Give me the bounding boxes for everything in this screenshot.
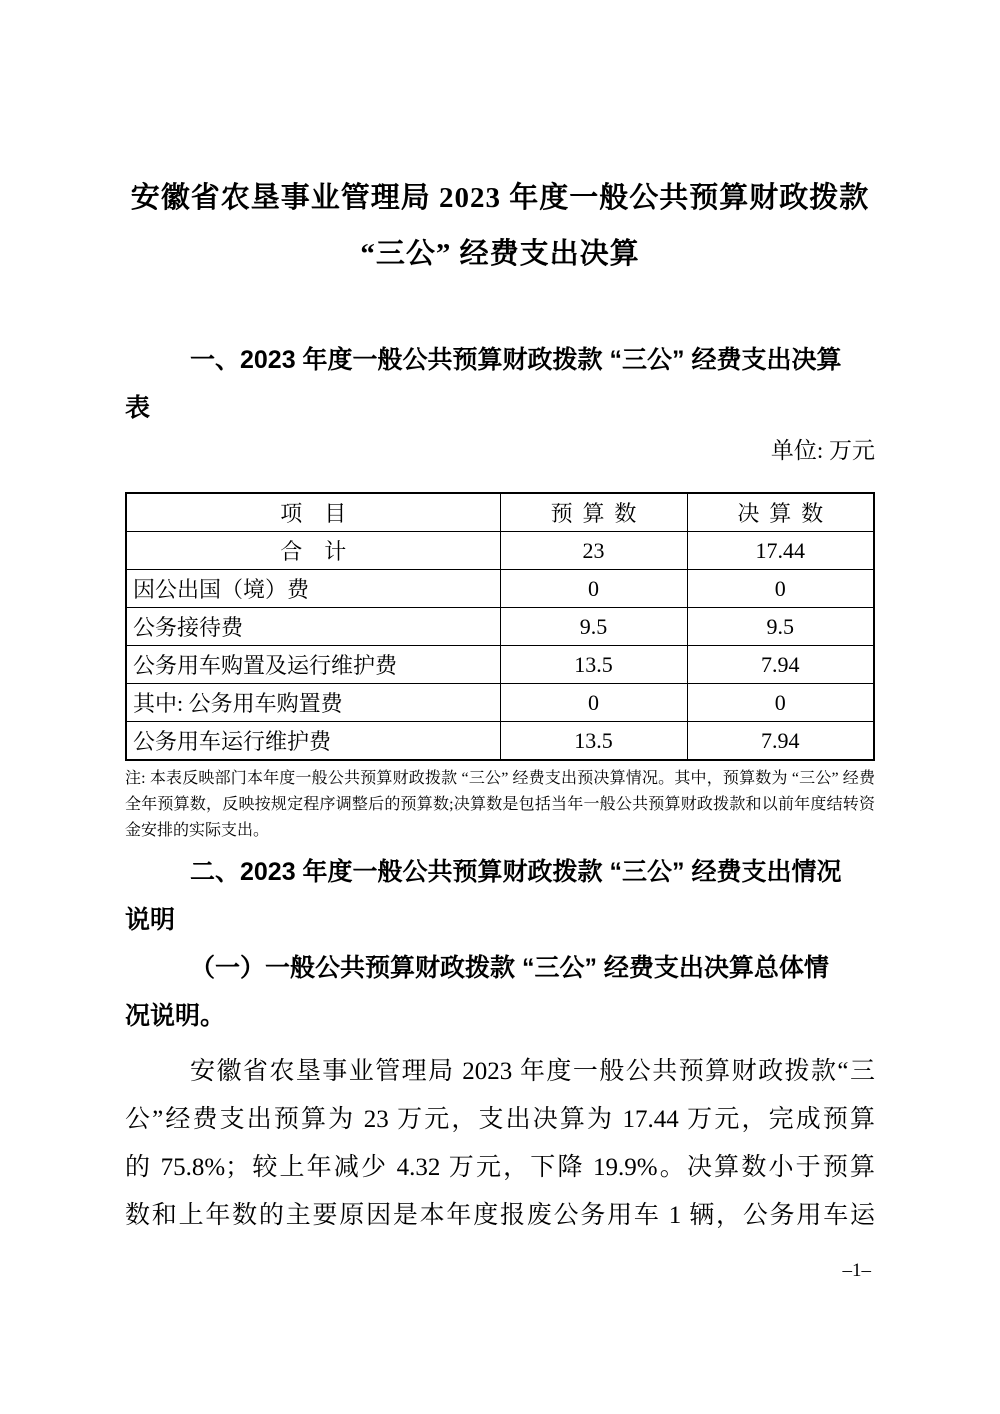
text-line: 二、2023 年度一般公共预算财政拨款 “三公” 经费支出情况 bbox=[190, 858, 842, 886]
budget-cell: 13.5 bbox=[500, 722, 687, 761]
table-row bbox=[126, 608, 874, 646]
page-number: –1– bbox=[842, 1260, 871, 1281]
final-cell: 7.94 bbox=[687, 722, 874, 761]
final-cell: 0 bbox=[687, 570, 874, 608]
text-line: 安徽省农垦事业管理局 2023 年度一般公共预算财政拨款 bbox=[130, 182, 870, 214]
final-cell: 17.44 bbox=[687, 532, 874, 570]
table-row bbox=[126, 570, 874, 608]
final-cell: 9.5 bbox=[687, 608, 874, 646]
text-line: 安徽省农垦事业管理局 2023 年度一般公共预算财政拨款“三 bbox=[190, 1058, 875, 1085]
table-row bbox=[126, 646, 874, 684]
text-line: 况说明。 bbox=[125, 1002, 226, 1030]
expense-table bbox=[125, 492, 875, 761]
table-row bbox=[126, 684, 874, 722]
text-line: 说明 bbox=[125, 906, 176, 934]
final-cell: 0 bbox=[687, 684, 874, 722]
item-cell: 公务接待费 bbox=[126, 608, 500, 646]
table-row bbox=[126, 722, 874, 761]
budget-cell: 0 bbox=[500, 684, 687, 722]
body-paragraph bbox=[125, 1048, 875, 1240]
item-cell: 合计 bbox=[126, 532, 500, 570]
document-title bbox=[125, 170, 875, 282]
text-line: “三公” 经费支出决算 bbox=[360, 238, 640, 270]
unit-label: 单位: 万元 bbox=[770, 438, 875, 463]
col-header-final: 决算数 bbox=[687, 493, 874, 532]
budget-cell: 13.5 bbox=[500, 646, 687, 684]
table-row bbox=[126, 532, 874, 570]
text-line: 表 bbox=[125, 394, 151, 422]
table-header-row bbox=[126, 493, 874, 532]
table-note: 注: 本表反映部门本年度一般公共预算财政拨款 “三公” 经费支出预决算情况。其中，预算数为 “三公” 经费全年预算数，反映按规定程序调整后的预算数;决算数是包括当年一般公共预算财政拨款和以前年度结转资金安排的实际支出。 bbox=[125, 770, 875, 839]
section-1-heading bbox=[125, 336, 875, 432]
page-content bbox=[0, 170, 1000, 1282]
final-cell: 7.94 bbox=[687, 646, 874, 684]
expense-table-body bbox=[126, 532, 874, 761]
budget-cell: 0 bbox=[500, 570, 687, 608]
col-header-budget: 预算数 bbox=[500, 493, 687, 532]
col-header-item: 项目 bbox=[126, 493, 500, 532]
text-line: 一、2023 年度一般公共预算财政拨款 “三公” 经费支出决算 bbox=[190, 346, 842, 374]
text-line: 公”经费支出预算为 23 万元，支出决算为 17.44 万元，完成预算 bbox=[125, 1106, 875, 1133]
item-cell: 其中: 公务用车购置费 bbox=[126, 684, 500, 722]
budget-cell: 23 bbox=[500, 532, 687, 570]
item-cell: 公务用车运行维护费 bbox=[126, 722, 500, 761]
item-cell: 因公出国（境）费 bbox=[126, 570, 500, 608]
budget-cell: 9.5 bbox=[500, 608, 687, 646]
item-cell: 公务用车购置及运行维护费 bbox=[126, 646, 500, 684]
text-line: 数和上年数的主要原因是本年度报废公务用车 1 辆，公务用车运 bbox=[125, 1202, 875, 1229]
section-2-heading bbox=[125, 848, 875, 944]
text-line: 的 75.8%；较上年减少 4.32 万元，下降 19.9%。决算数小于预算 bbox=[125, 1154, 875, 1181]
section-2-sub-heading bbox=[125, 944, 875, 1040]
text-line: （一）一般公共预算财政拨款 “三公” 经费支出决算总体情 bbox=[190, 954, 829, 982]
